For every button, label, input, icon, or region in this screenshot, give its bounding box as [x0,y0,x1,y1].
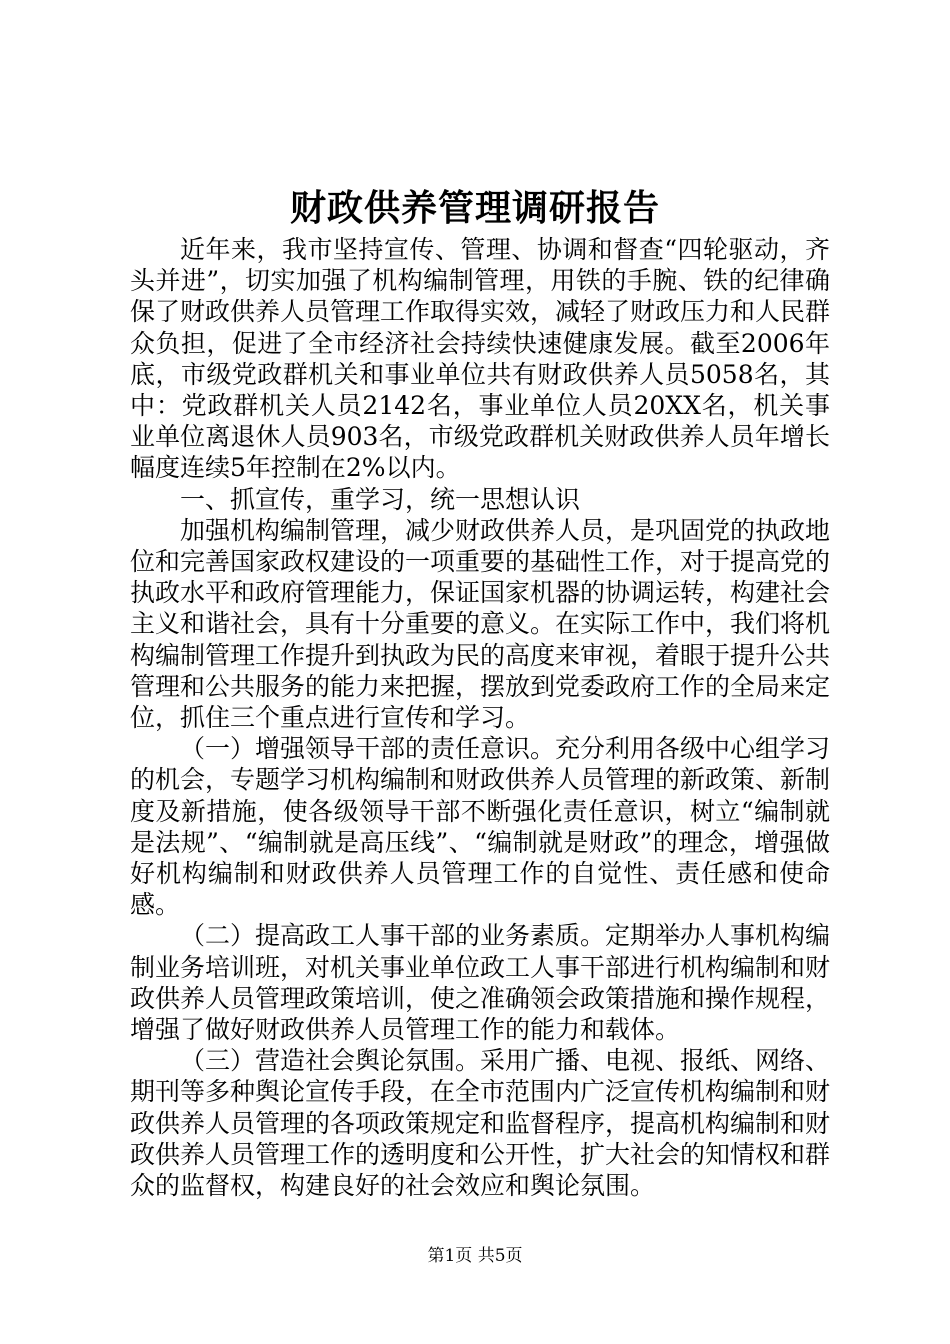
paragraph-item-2: （二）提高政工人事干部的业务素质。定期举办人事机构编制业务培训班，对机关事业单位政工人事干部进行机构编制和财政供养人员管理政策培训，使之准确领会政策措施和操作规程，增强了做好财政供养人员管理工作的能力和载体。 [130,921,831,1045]
paragraph-item-1: （一）增强领导干部的责任意识。充分利用各级中心组学习的机会，专题学习机构编制和财政供养人员管理的新政策、新制度及新措施，使各级领导干部不断强化责任意识，树立“编制就是法规”、“编制就是高压线”、“编制就是财政”的理念，增强做好机构编制和财政供养人员管理工作的自觉性、责任感和使命感。 [130,734,831,920]
paragraph-section-1: 加强机构编制管理，减少财政供养人员，是巩固党的执政地位和完善国家政权建设的一项重要的基础性工作，对于提高党的执政水平和政府管理能力，保证国家机器的协调运转，构建社会主义和谐社会，具有十分重要的意义。在实际工作中，我们将机构编制管理工作提升到执政为民的高度来审视，着眼于提升公共管理和公共服务的能力来把握，摆放到党委政府工作的全局来定位，抓住三个重点进行宣传和学习。 [130,515,831,733]
page-footer: 第1页 共5页 [427,1246,523,1266]
section-heading-1: 一、抓宣传，重学习，统一思想认识 [180,484,581,514]
document-body [130,234,830,1201]
paragraph-intro: 近年来，我市坚持宣传、管理、协调和督查“四轮驱动，齐头并进”，切实加强了机构编制管理，用铁的手腕、铁的纪律确保了财政供养人员管理工作取得实效，减轻了财政压力和人民群众负担，促进了全市经济社会持续快速健康发展。截至2006年底，市级党政群机关和事业单位共有财政供养人员5058名，其中：党政群机关人员2142名，事业单位人员20XX名，机关事业单位离退休人员903名，市级党政群机关财政供养人员年增长幅度连续5年控制在2%以内。 [130,235,831,483]
paragraph-item-3: （三）营造社会舆论氛围。采用广播、电视、报纸、网络、期刊等多种舆论宣传手段，在全市范围内广泛宣传机构编制和财政供养人员管理的各项政策规定和监督程序，提高机构编制和财政供养人员管理工作的透明度和公开性，扩大社会的知情权和群众的监督权，构建良好的社会效应和舆论氛围。 [130,1046,831,1201]
document-title: 财政供养管理调研报告 [289,187,660,229]
